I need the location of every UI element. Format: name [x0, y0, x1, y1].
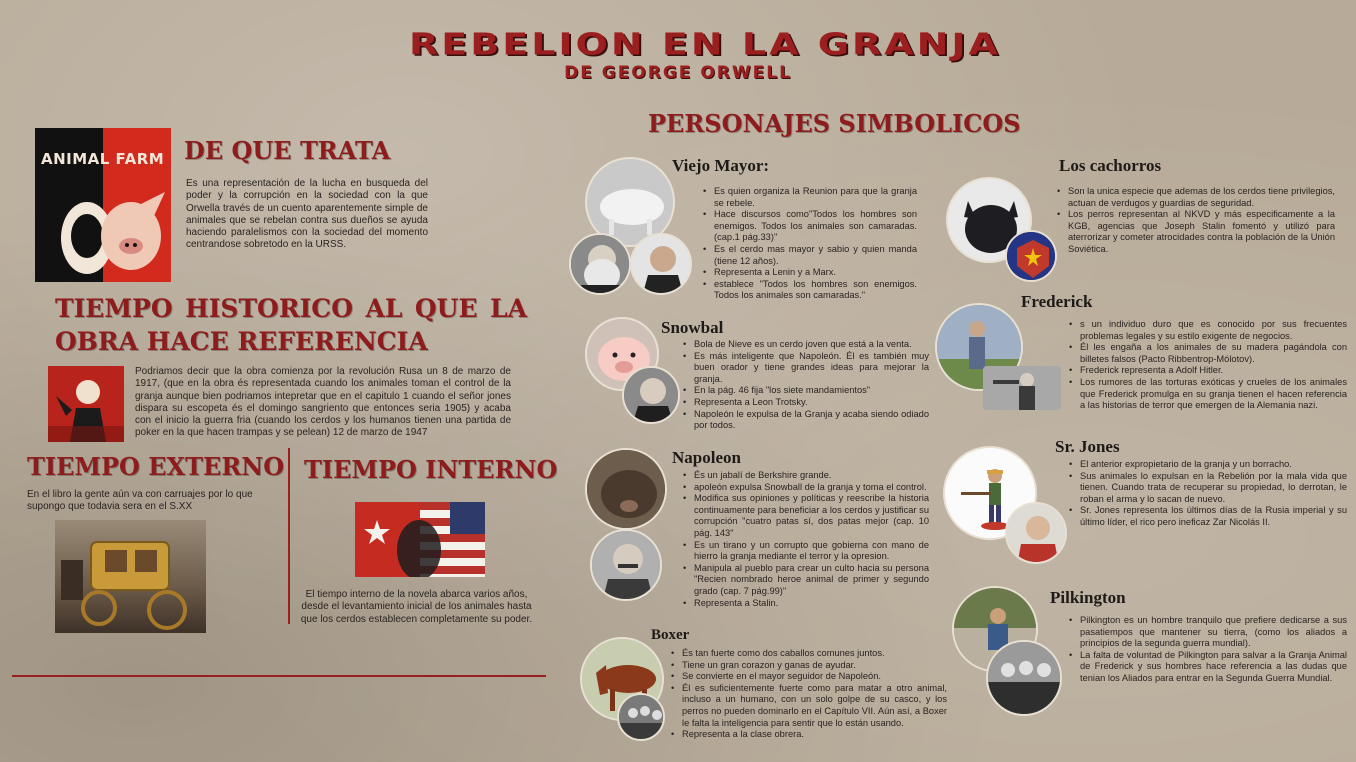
- list-item: • És un jabalí de Berkshire grande.: [683, 470, 929, 482]
- list-item: • Es un tirano y un corrupto que gobierna con mano de hierro la granja mediante el terror y la opresion.: [683, 540, 929, 563]
- horizontal-divider: [12, 675, 546, 677]
- main-title: REBELION EN LA GRANJA: [409, 26, 1001, 62]
- personajes-heading: PERSONAJES SIMBOLICOS: [648, 109, 1021, 138]
- list-item: • apoleón expulsa Snowball de la granja y toma el control.: [683, 482, 929, 494]
- list-item: • Él les engaña a los animales de su madera pagándola con billetes falsos (Pacto Ribbentrop-Mólotov).: [1069, 342, 1347, 365]
- workers-photo: [617, 693, 665, 741]
- externo-text: En el libro la gente aún va con carruajes por lo que supongo que todavia sera en el S.XX: [27, 489, 253, 513]
- list-item: • Los perros representan al NKVD y más especificamente a la KGB, agencias que Joseph Stalin fomentó y utilizó para aterrorizar y cometer atrocidades contra la población de la Unión Soviética.: [1057, 209, 1335, 255]
- list-item: • Es el cerdo mas mayor y sabio y quien manda (tiene 12 años).: [703, 244, 917, 267]
- trata-text: Es una representación de la lucha en busqueda del poder y la corrupción en la sociedad con la que Orwella través de un cuento aparentemente simple de animales que se rebelan contra sus dueños se ayuda haciendo paralelismos con la sociedad del momento centrandose sobretodo en la URSS.: [186, 178, 428, 251]
- pilkington-name: Pilkington: [1050, 588, 1126, 607]
- viejo-mayor-name: Viejo Mayor:: [672, 156, 770, 175]
- list-item: • Modifica sus opiniones y políticas y reescribe la historia continuamente para beneficiar a los cerdos y justificar su corrupción "cuatro patas sí, dos patas mejor (cap. 10 pág. 143": [683, 493, 929, 539]
- list-item: • Representa a Lenin y a Marx.: [703, 267, 917, 279]
- frederick-list: [1069, 319, 1347, 412]
- jones-list: [1069, 459, 1347, 529]
- stalin-portrait: [590, 529, 662, 601]
- frederick-name: Frederick: [1021, 292, 1093, 311]
- list-item: • Napoleón le expulsa de la Granja y acaba siendo odiado por todos.: [683, 409, 929, 432]
- list-item: • Tiene un gran corazon y ganas de ayudar.: [671, 660, 947, 672]
- list-item: • En la pág. 46 fija "los siete mandamientos": [683, 385, 929, 397]
- napoleon-name: Napoleon: [672, 448, 741, 467]
- externo-heading: TIEMPO EXTERNO: [27, 452, 285, 481]
- list-item: • És tan fuerte como dos caballos comunes juntos.: [671, 648, 947, 660]
- list-item: • Sus animales lo expulsan en la Rebelión por la mala vida que tienen. Cuando trata de recuperar su propiedad, lo derrotan, le roban el arma y lo sacan de nuevo.: [1069, 471, 1347, 506]
- list-item: • s un individuo duro que es conocido por sus frecuentes problemas legales y su estilo exigente de negocios.: [1069, 319, 1347, 342]
- list-item: • Los rumores de las torturas exóticas y crueles de los animales que Frederick promulga en su granja tienen el hacen referencia a las historias de terror que emergen de la Alemania nazi.: [1069, 377, 1347, 412]
- cachorros-list: [1057, 186, 1335, 256]
- list-item: • Manipula al pueblo para crear un culto hacia su persona "Recien nombrado heroe animal de primer y segundo grado (cap. 7 pág.99)": [683, 563, 929, 598]
- historico-text: Podriamos decir que la obra comienza por la revolución Rusa un 8 de marzo de 1917, (que en la obra és representada cuando los animales toman el control de la granja aunque bien podriamos intepretar que en el capitulo 1 cuando el señor jones dispara su escopeta és el domingo sangriento que entonces seria 1905) y acaba con el inicio la guerra fria (cuando los cerdos y los humanos tienen una partida de poker en la que hacen trampas y se pelean) 12 de marzo de 1947: [135, 366, 511, 439]
- flags-soldier-image: [355, 502, 485, 577]
- list-item: • Pilkington es un hombre tranquilo que prefiere dedicarse a sus pasatiempos que mantener su tierra, (como los aliados a principios de la segunda guerra mundial).: [1069, 615, 1347, 650]
- lenin-portrait: [630, 233, 692, 295]
- interno-text: El tiempo interno de la novela abarca varios años, desde el levantamiento inicial de los animales hasta que los cerdos establecen completamente su poder.: [300, 589, 533, 625]
- boar-photo: [585, 448, 667, 530]
- hitler-photo: [983, 366, 1061, 410]
- poster-title: ANIMAL FARM: [41, 150, 165, 168]
- snowbal-list: [683, 339, 929, 432]
- pilkington-list: [1069, 615, 1347, 685]
- viejo-mayor-list: [703, 186, 917, 302]
- boxer-list: [671, 648, 947, 741]
- animal-farm-poster: [35, 128, 171, 282]
- list-item: • Frederick representa a Adolf Hitler.: [1069, 365, 1347, 377]
- list-item: • Representa a Stalin.: [683, 598, 929, 610]
- list-item: • Sr. Jones representa los últimos días de la Rusia imperial y su último líder, el rico pero ineficaz Zar Nicolás II.: [1069, 505, 1347, 528]
- list-item: • Representa a Leon Trotsky.: [683, 397, 929, 409]
- list-item: • El anterior expropietario de la granja y un borracho.: [1069, 459, 1347, 471]
- list-item: • Bola de Nieve es un cerdo joven que está a la venta.: [683, 339, 929, 351]
- tsar-nicholas-portrait: [1005, 502, 1067, 564]
- subtitle: DE GEORGE ORWELL: [564, 63, 792, 83]
- allied-leaders-photo: [986, 640, 1062, 716]
- list-item: • Es más inteligente que Napoleón. Él es también muy buen orador y tiene grandes ideas para mejorar la granja.: [683, 351, 929, 386]
- list-item: • Es quien organiza la Reunion para que la granja se rebele.: [703, 186, 917, 209]
- trata-heading: DE QUE TRATA: [184, 136, 391, 165]
- trotsky-portrait: [622, 366, 680, 424]
- interno-heading: TIEMPO INTERNO: [304, 455, 558, 484]
- historico-heading-line2: OBRA HACE REFERENCIA: [55, 327, 428, 356]
- cachorros-name: Los cachorros: [1059, 156, 1162, 175]
- list-item: • Son la unica especie que ademas de los cerdos tiene privilegios, actuan de verdugos y guardias de seguridad.: [1057, 186, 1335, 209]
- snowbal-name: Snowbal: [661, 318, 724, 337]
- list-item: • Se convierte en el mayor seguidor de Napoleón.: [671, 671, 947, 683]
- vertical-divider: [288, 448, 290, 624]
- marx-portrait: [569, 233, 631, 295]
- list-item: • establece "Todos los hombres son enemigos. Todos los animales son camaradas.": [703, 279, 917, 302]
- lenin-poster-image: [48, 366, 124, 442]
- list-item: • Hace discursos como"Todos los hombres son enemigos. Todos los animales son camaradas. (cap.1 pág.33)": [703, 209, 917, 244]
- napoleon-list: [683, 470, 929, 609]
- list-item: • La falta de voluntad de Pilkington para salvar a la Granja Animal de Frederick y sus hombres hace referencia a las dudas que tenian los Aliados para entrar en la Segunda Guerra Mundial.: [1069, 650, 1347, 685]
- kgb-emblem: [1005, 230, 1057, 282]
- boxer-name: Boxer: [651, 627, 690, 643]
- list-item: • Representa a la clase obrera.: [671, 729, 947, 741]
- list-item: • Él es suficientemente fuerte como para matar a otro animal, incluso a un humano, con un solo golpe de su casco, y los perros no pueden dominarlo en el Capítulo VII. Aún así, a Boxer le falta la inteligencia para sentir que lo están usando.: [671, 683, 947, 729]
- jones-name: Sr. Jones: [1055, 437, 1120, 456]
- historico-heading-line1: TIEMPO HISTORICO AL QUE LA: [55, 294, 527, 323]
- carriage-image: [55, 520, 206, 633]
